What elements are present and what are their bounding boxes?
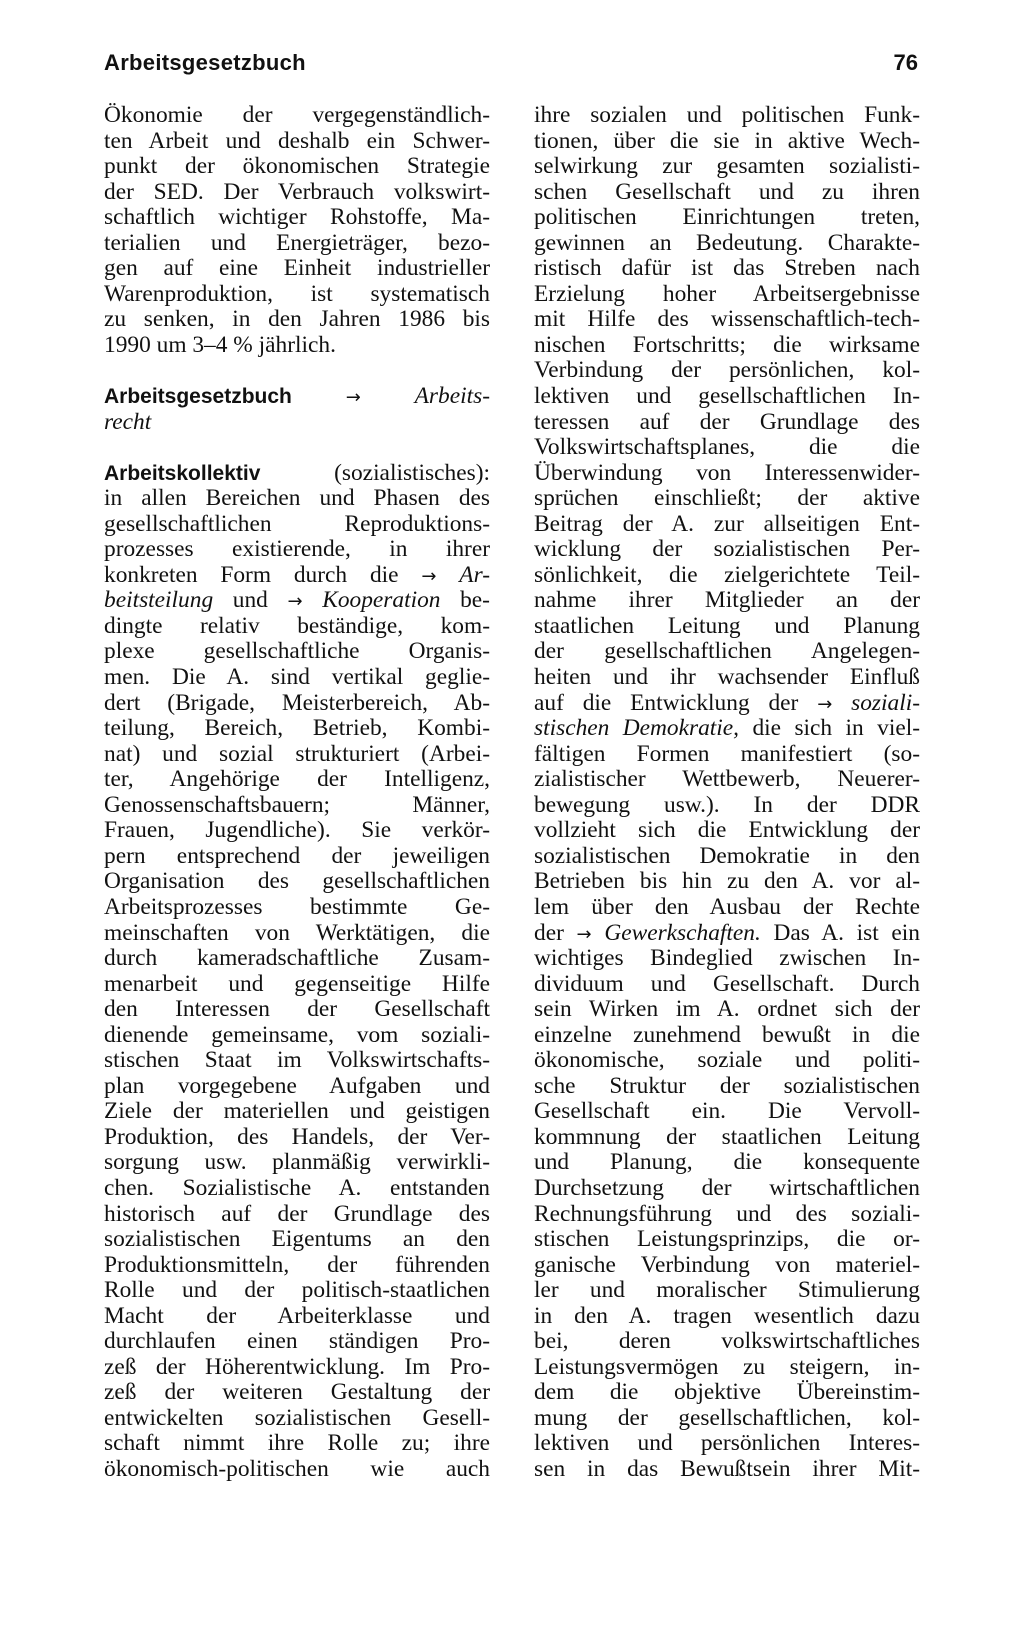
text-line: der SED. Der Verbrauch volkswirt- bbox=[104, 178, 490, 205]
text-line: gen auf eine Einheit industrieller bbox=[104, 255, 490, 282]
text-line: plexe gesellschaftliche Organis- bbox=[104, 638, 490, 665]
cross-reference: beitsteilung bbox=[104, 587, 214, 614]
text-line: lektiven und gesellschaftlichen In- bbox=[534, 383, 920, 410]
text-line: 1990 um 3–4 % jährlich. bbox=[104, 331, 336, 358]
text-line: sen in das Bewußtsein ihrer Mit- bbox=[534, 1455, 920, 1482]
text-fragment: und bbox=[232, 587, 268, 614]
continuation-paragraph bbox=[104, 103, 490, 358]
text-line: ten Arbeit und deshalb ein Schwer- bbox=[104, 127, 490, 154]
text-line: selwirkung zur gesamten sozialisti- bbox=[534, 153, 920, 180]
text-line: ökonomische, soziale und politi- bbox=[534, 1047, 920, 1074]
text-line: mit Hilfe des wissenschaftlich-tech- bbox=[534, 306, 920, 333]
text-line: Volkswirtschaftsplanes, die die bbox=[534, 434, 920, 461]
text-block bbox=[534, 103, 920, 691]
cross-reference: Ar- bbox=[459, 561, 490, 588]
text-line: Überwindung von Interessenwider- bbox=[534, 459, 920, 486]
text-line: pern entsprechend der jeweiligen bbox=[104, 842, 490, 869]
text-fragment: be- bbox=[460, 587, 490, 614]
text-line: Gesellschaft ein. Die Vervoll- bbox=[534, 1098, 920, 1125]
text-line: sche Struktur der sozialistischen bbox=[534, 1072, 920, 1099]
text-line: punkt der ökonomischen Strategie bbox=[104, 153, 490, 180]
page-number: 76 bbox=[893, 50, 918, 75]
text-line: schaft nimmt ihre Rolle zu; ihre bbox=[104, 1430, 490, 1457]
text-line: Produktionsmitteln, der führenden bbox=[104, 1251, 490, 1278]
cross-reference: Arbeits- bbox=[414, 383, 490, 410]
text-line: ter, Angehörige der Intelligenz, bbox=[104, 766, 490, 793]
text-line: wicklung der sozialistischen Per- bbox=[534, 536, 920, 563]
text-line: men. Die A. sind vertikal geglie- bbox=[104, 664, 490, 691]
text-line: sönlichkeit, die zielgerichtete Teil- bbox=[534, 561, 920, 588]
text-line: nahme ihrer Mitglieder an der bbox=[534, 587, 920, 614]
text-line: chen. Sozialistische A. entstanden bbox=[104, 1174, 490, 1201]
text-line: fältigen Formen manifestiert (so- bbox=[534, 740, 920, 767]
text-line: sprüchen einschließt; der aktive bbox=[534, 485, 920, 512]
entry-arbeitsgesetzbuch bbox=[104, 384, 490, 435]
text-line: Rechnungsführung und des soziali- bbox=[534, 1200, 920, 1227]
text-line: politischen Einrichtungen treten, bbox=[534, 204, 920, 231]
text-line: dert (Brigade, Meisterbereich, Ab- bbox=[104, 689, 490, 716]
text-line: dem die objektive Übereinstim- bbox=[534, 1379, 920, 1406]
text-line: teilung, Bereich, Betrieb, Kombi- bbox=[104, 715, 490, 742]
text-fragment: Das A. ist ein bbox=[773, 919, 921, 946]
text-line: terialien und Energieträger, bezo- bbox=[104, 229, 490, 256]
text-line: menarbeit und gegenseitige Hilfe bbox=[104, 970, 490, 997]
text-line: entwickelten sozialistischen Gesell- bbox=[104, 1404, 490, 1431]
text-line: gesellschaftlichen Reproduktions- bbox=[104, 510, 490, 537]
running-head: Arbeitsgesetzbuch bbox=[104, 50, 306, 75]
text-line: meinschaften von Werktätigen, die bbox=[104, 919, 490, 946]
text-line: Genossenschaftsbauern; Männer, bbox=[104, 791, 490, 818]
text-line: Ökonomie der vergegenständlich- bbox=[104, 102, 490, 128]
text-line: stischen Staat im Volkswirtschafts- bbox=[104, 1047, 490, 1074]
text-line: vollzieht sich die Entwicklung der bbox=[534, 817, 920, 844]
text-line: Leistungsvermögen zu steigern, in- bbox=[534, 1353, 920, 1380]
text-line: in den A. tragen wesentlich dazu bbox=[534, 1302, 920, 1329]
text-line: Betrieben bis hin zu den A. vor al- bbox=[534, 868, 920, 895]
text-line: lem über den Ausbau der Rechte bbox=[534, 893, 920, 920]
text-line: in allen Bereichen und Phasen des bbox=[104, 485, 490, 512]
text-line: historisch auf der Grundlage des bbox=[104, 1200, 490, 1227]
text-line: ristisch dafür ist das Streben nach bbox=[534, 255, 920, 282]
text-fragment: konkreten Form durch die bbox=[104, 561, 399, 588]
text-line: Warenproduktion, ist systematisch bbox=[104, 280, 490, 307]
text-line: tionen, über die sie in aktive Wech- bbox=[534, 127, 920, 154]
text-line: stischen Leistungsprinzips, die or- bbox=[534, 1226, 920, 1253]
text-line: der gesellschaftlichen Angelegen- bbox=[534, 638, 920, 665]
text-line: zeß der Höherentwicklung. Im Pro- bbox=[104, 1353, 490, 1380]
text-line: Beitrag der A. zur allseitigen Ent- bbox=[534, 510, 920, 537]
text-fragment: der bbox=[534, 919, 564, 946]
cross-reference-arrow-icon: → bbox=[817, 693, 833, 715]
entry-body-lines bbox=[104, 614, 490, 1483]
entry-headword: Arbeitskollektiv bbox=[104, 461, 261, 485]
text-line: den Interessen der Gesellschaft bbox=[104, 996, 490, 1023]
text-line: zialistischer Wettbewerb, Neuerer- bbox=[534, 766, 920, 793]
text-fragment: auf die Entwicklung der bbox=[534, 689, 799, 716]
text-line: durch kameradschaftliche Zusam- bbox=[104, 945, 490, 972]
text-line: zeß der weiteren Gestaltung der bbox=[104, 1379, 490, 1406]
text-line: Ziele der materiellen und geistigen bbox=[104, 1098, 490, 1125]
text-line: ökonomisch-politischen wie auch bbox=[104, 1455, 490, 1482]
text-line: kommnung der staatlichen Leitung bbox=[534, 1123, 920, 1150]
text-line: Arbeitsprozesses bestimmte Ge- bbox=[104, 893, 490, 920]
entry-headword: Arbeitsgesetzbuch bbox=[104, 385, 292, 409]
right-column bbox=[534, 103, 920, 1483]
text-line: teressen auf der Grundlage des bbox=[534, 408, 920, 435]
text-line: Frauen, Jugendliche). Sie verkör- bbox=[104, 817, 490, 844]
text-line: ler und moralischer Stimulierung bbox=[534, 1277, 920, 1304]
text-line: heiten und ihr wachsender Einfluß bbox=[534, 664, 920, 691]
text-fragment: die sich in viel- bbox=[752, 715, 921, 742]
text-line: Macht der Arbeiterklasse und bbox=[104, 1302, 490, 1329]
text-line: nat) und sozial strukturiert (Arbei- bbox=[104, 740, 490, 767]
text-line: sorgung usw. planmäßig verwirkli- bbox=[104, 1149, 490, 1176]
text-line: ganische Verbindung von materiel- bbox=[534, 1251, 920, 1278]
text-line: und Planung, die konsequente bbox=[534, 1149, 920, 1176]
text-line: plan vorgegebene Aufgaben und bbox=[104, 1072, 490, 1099]
cross-reference: Kooperation bbox=[322, 587, 441, 614]
text-line: sozialistischen Eigentums an den bbox=[104, 1226, 490, 1253]
cross-reference-arrow-icon: → bbox=[576, 923, 592, 945]
text-line: einzelne zunehmend bewußt in die bbox=[534, 1021, 920, 1048]
text-fragment: (sozialistisches): bbox=[334, 459, 490, 486]
text-line: Durchsetzung der wirtschaftlichen bbox=[534, 1174, 920, 1201]
text-line: Organisation des gesellschaftlichen bbox=[104, 868, 490, 895]
cross-reference: recht bbox=[104, 408, 152, 435]
text-line: durchlaufen einen ständigen Pro- bbox=[104, 1328, 490, 1355]
text-line: schen Gesellschaft und zu ihren bbox=[534, 178, 920, 205]
text-line: Verbindung der persönlichen, kol- bbox=[534, 357, 920, 384]
cross-reference: stischen Demokratie, bbox=[534, 715, 740, 742]
text-line: ihre sozialen und politischen Funk- bbox=[534, 102, 920, 128]
text-block bbox=[534, 742, 920, 921]
text-line: bei, deren volkswirtschaftliches bbox=[534, 1328, 920, 1355]
cross-reference-arrow-icon: → bbox=[345, 387, 361, 409]
text-block bbox=[534, 946, 920, 1482]
text-line: sein Wirken im A. ordnet sich der bbox=[534, 996, 920, 1023]
text-line: sozialistischen Demokratie in den bbox=[534, 842, 920, 869]
text-line: staatlichen Leitung und Planung bbox=[534, 612, 920, 639]
entry-arbeitskollektiv bbox=[104, 461, 490, 1483]
cross-reference-arrow-icon: → bbox=[287, 591, 303, 613]
text-line: schaftlich wichtiger Rohstoffe, Ma- bbox=[104, 204, 490, 231]
text-line: dividuum und Gesellschaft. Durch bbox=[534, 970, 920, 997]
cross-reference: Gewerkschaften. bbox=[604, 919, 761, 946]
text-line: Rolle und der politisch-staatlichen bbox=[104, 1277, 490, 1304]
text-line: Produktion, des Handels, der Ver- bbox=[104, 1123, 490, 1150]
text-line: lektiven und persönlichen Interes- bbox=[534, 1430, 920, 1457]
cross-reference-arrow-icon: → bbox=[421, 565, 437, 587]
text-line: Erzielung hoher Arbeitsergebnisse bbox=[534, 280, 920, 307]
text-line: gewinnen an Bedeutung. Charakte- bbox=[534, 229, 920, 256]
text-line: bewegung usw.). In der DDR bbox=[534, 791, 920, 818]
text-line: zu senken, in den Jahren 1986 bis bbox=[104, 306, 490, 333]
text-line: mung der gesellschaftlichen, kol- bbox=[534, 1404, 920, 1431]
cross-reference: soziali- bbox=[851, 689, 921, 716]
text-line: dingte relativ beständige, kom- bbox=[104, 612, 490, 639]
left-column bbox=[104, 103, 490, 1483]
text-line: nischen Fortschritts; die wirksame bbox=[534, 331, 920, 358]
text-line: wichtiges Bindeglied zwischen In- bbox=[534, 945, 920, 972]
text-line: prozesses existierende, in ihrer bbox=[104, 536, 490, 563]
text-line: dienende gemeinsame, vom soziali- bbox=[104, 1021, 490, 1048]
